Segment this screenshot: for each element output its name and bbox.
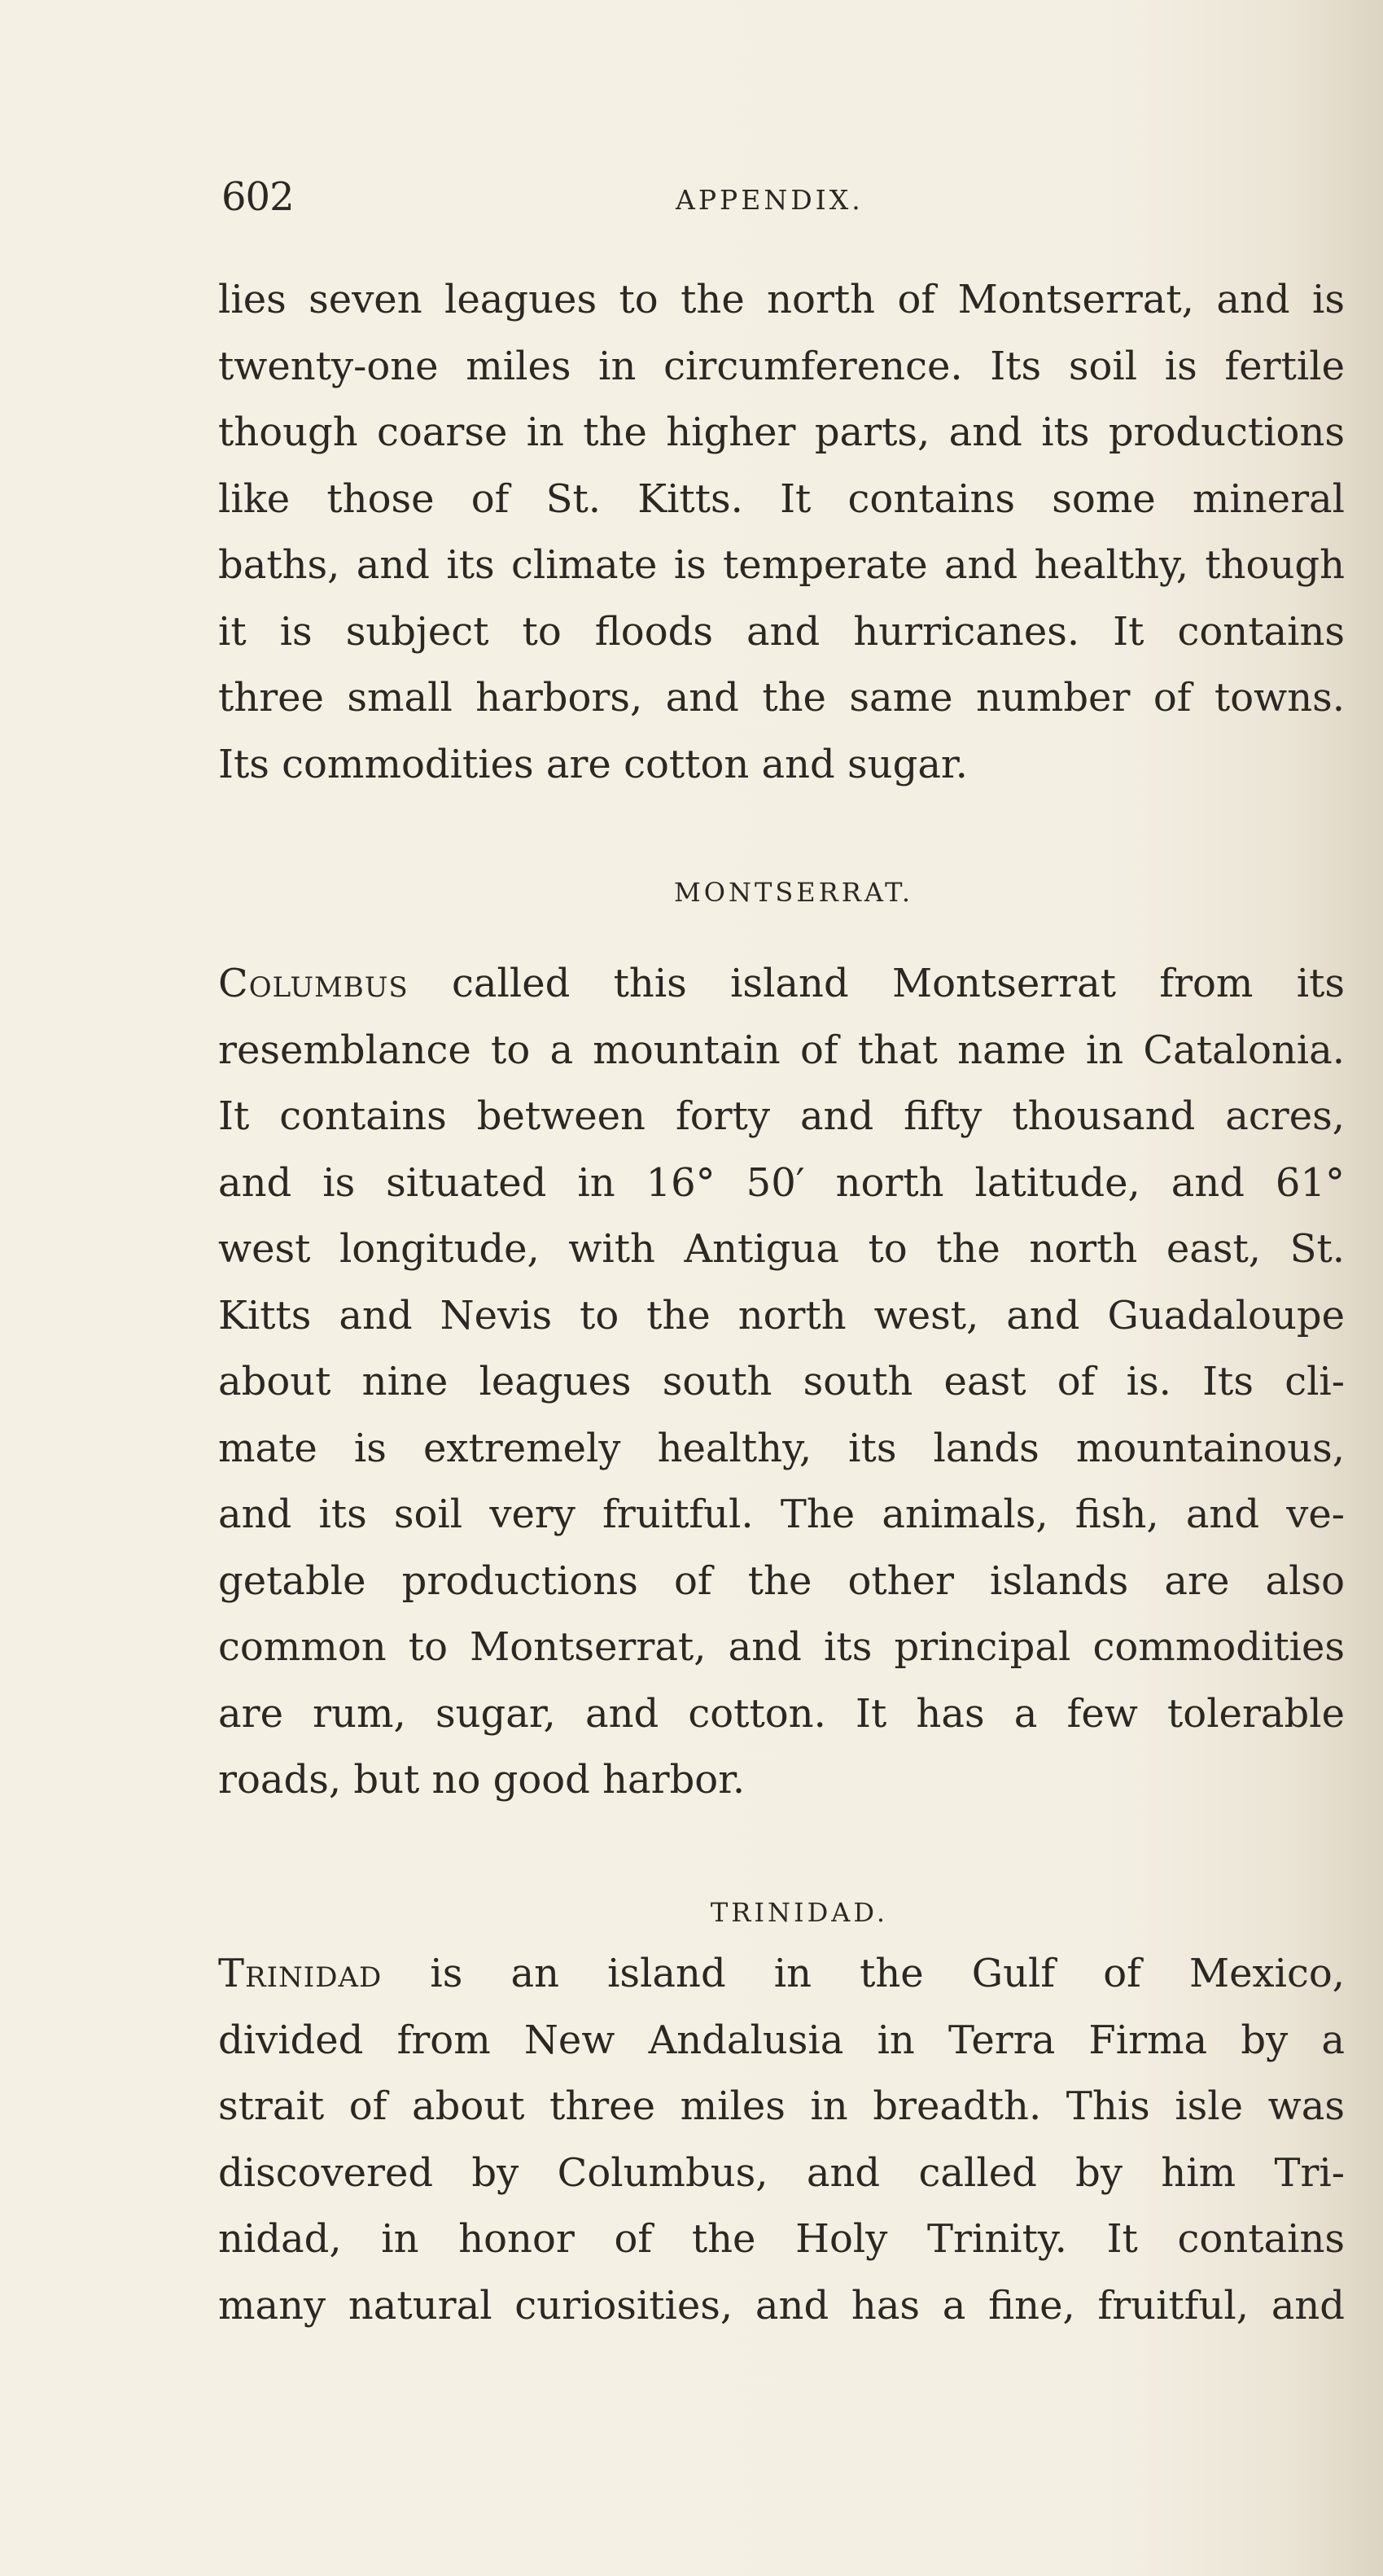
text-line: three small harbors, and the same number of towns. xyxy=(218,675,1345,721)
text-line: it is subject to floods and hurricanes. It contains xyxy=(218,608,1345,655)
paragraph-montserrat xyxy=(218,951,1345,1814)
text-line-first xyxy=(218,951,1345,1018)
text-line: west longitude, with Antigua to the north east, St. xyxy=(218,1226,1345,1272)
page-number: 602 xyxy=(221,174,294,220)
paragraph-continuation xyxy=(218,267,1345,798)
text-line: though coarse in the higher parts, and its productions xyxy=(218,410,1345,455)
text-line: baths, and its climate is temperate and healthy, though xyxy=(218,542,1345,588)
text-line: Its commodities are cotton and sugar. xyxy=(218,741,968,787)
text-line: common to Montserrat, and its principal commodities xyxy=(218,1624,1345,1670)
section-heading-montserrat: MONTSERRAT. xyxy=(674,877,913,908)
text-line: about nine leagues south south east of is. Its cli- xyxy=(218,1359,1345,1404)
section-heading-trinidad: TRINIDAD. xyxy=(710,1897,889,1928)
text-line: divided from New Andalusia in Terra Firma by a xyxy=(218,2017,1345,2063)
first-line-rest: called this island Montserrat from its xyxy=(452,961,1345,1006)
text-line: getable productions of the other islands are also xyxy=(218,1557,1345,1604)
paragraph-trinidad xyxy=(218,1941,1345,2339)
text-line: and its soil very fruitful. The animals, fish, and ve- xyxy=(218,1492,1345,1537)
lead-word: Trinidad xyxy=(218,1951,383,1996)
text-line: are rum, sugar, and cotton. It has a few tolerable xyxy=(218,1690,1345,1737)
text-line-first xyxy=(218,1941,1345,2008)
text-line: strait of about three miles in breadth. This isle was xyxy=(218,2083,1345,2129)
text-line: mate is extremely healthy, its lands mountainous, xyxy=(218,1425,1345,1471)
text-line: It contains between forty and fifty thousand acres, xyxy=(218,1093,1345,1139)
text-line: Kitts and Nevis to the north west, and Guadaloupe xyxy=(218,1292,1345,1338)
running-head: APPENDIX. xyxy=(676,184,864,216)
text-line: and is situated in 16° 50′ north latitude, and 61° xyxy=(218,1159,1345,1206)
page-header xyxy=(221,173,1345,230)
text-line: discovered by Columbus, and called by him Tri- xyxy=(218,2149,1345,2196)
text-line: roads, but no good harbor. xyxy=(218,1757,746,1803)
lead-word: Columbus xyxy=(218,961,409,1006)
text-line: resemblance to a mountain of that name in Catalonia. xyxy=(218,1027,1345,1073)
text-line: like those of St. Kitts. It contains some mineral xyxy=(218,475,1345,522)
text-line: nidad, in honor of the Holy Trinity. It contains xyxy=(218,2216,1345,2262)
text-line: many natural curiosities, and has a fine, fruitful, and xyxy=(218,2282,1345,2328)
first-line-rest: is an island in the Gulf of Mexico, xyxy=(430,1951,1346,1996)
text-line: lies seven leagues to the north of Montserrat, and is xyxy=(218,277,1345,322)
text-line: twenty-one miles in circumference. Its soil is fertile xyxy=(218,343,1345,389)
